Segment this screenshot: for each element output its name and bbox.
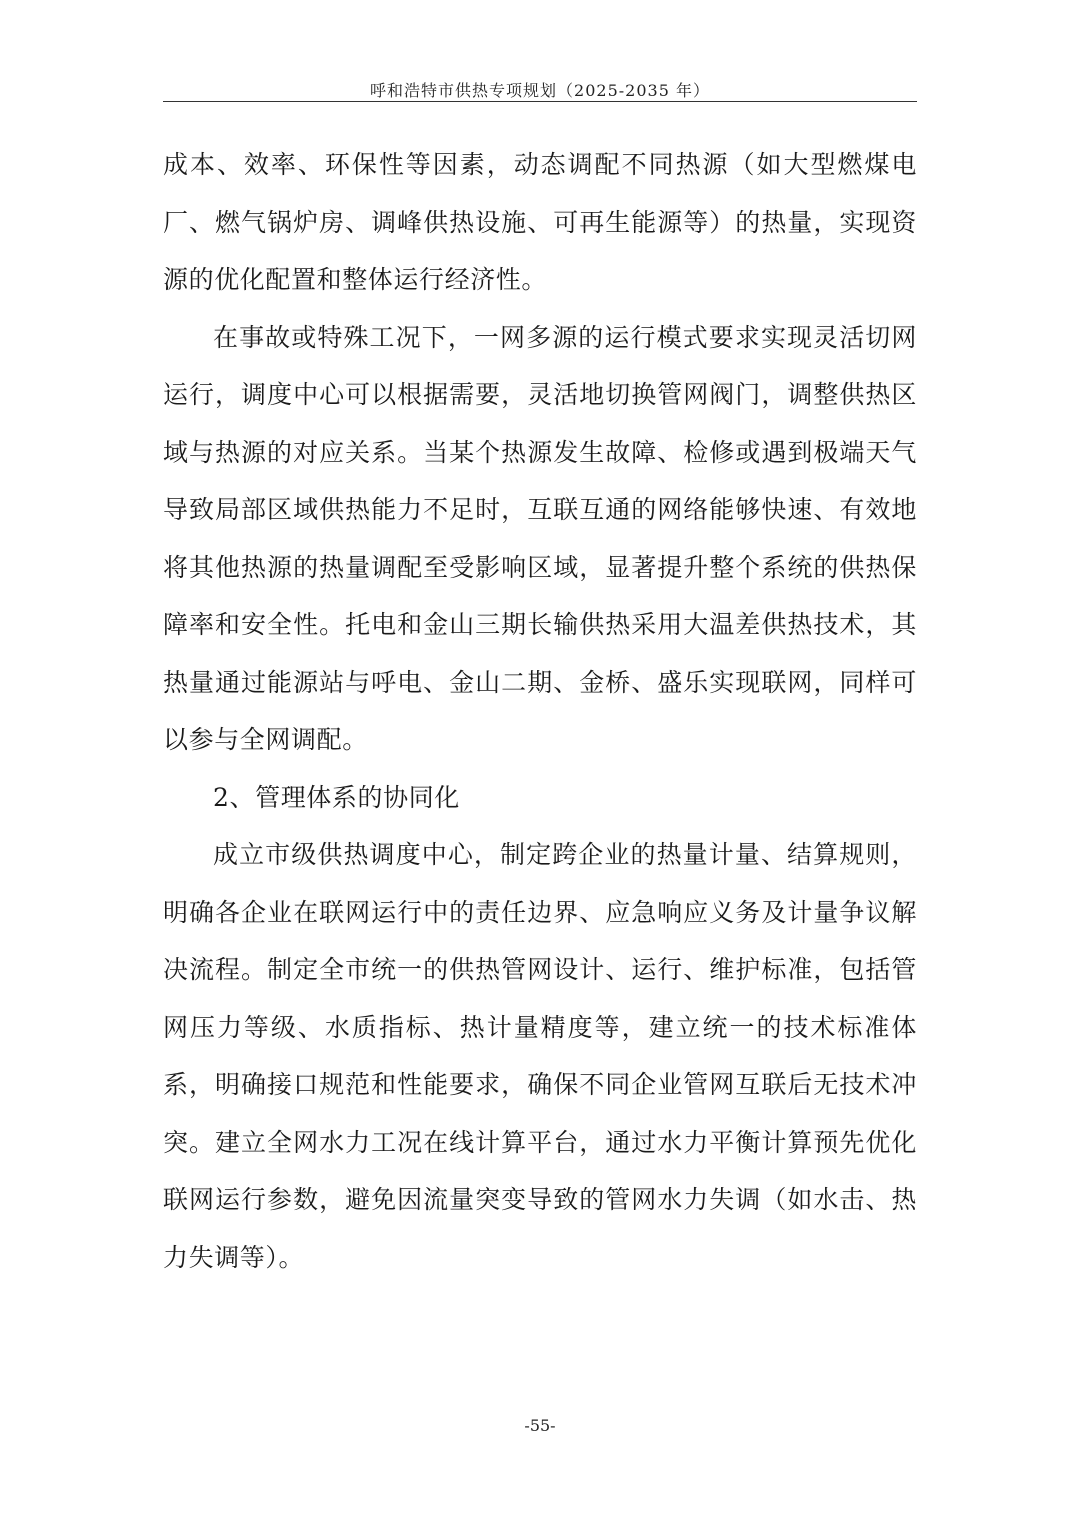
- paragraph-management-system: 成立市级供热调度中心，制定跨企业的热量计量、结算规则，明确各企业在联网运行中的责任边界、应急响应义务及计量争议解决流程。制定全市统一的供热管网设计、运行、维护标准，包括管网压力等级、水质指标、热计量精度等，建立统一的技术标准体系，明确接口规范和性能要求，确保不同企业管网互联后无技术冲突。建立全网水力工况在线计算平台，通过水力平衡计算预先优化联网运行参数，避免因流量突变导致的管网水力失调（如水击、热力失调等）。: [163, 840, 917, 1272]
- paragraph-continued: 成本、效率、环保性等因素，动态调配不同热源（如大型燃煤电厂、燃气锅炉房、调峰供热设施、可再生能源等）的热量，实现资源的优化配置和整体运行经济性。: [163, 150, 917, 294]
- section-heading: 2、管理体系的协同化: [213, 782, 460, 812]
- paragraph-multi-source-operation: 在事故或特殊工况下，一网多源的运行模式要求实现灵活切网运行，调度中心可以根据需要，灵活地切换管网阀门，调整供热区域与热源的对应关系。当某个热源发生故障、检修或遇到极端天气导致局部区域供热能力不足时，互联互通的网络能够快速、有效地将其他热源的热量调配至受影响区域，显著提升整个系统的供热保障率和安全性。托电和金山三期长输供热采用大温差供热技术，其热量通过能源站与呼电、金山二期、金桥、盛乐实现联网，同样可以参与全网调配。: [163, 322, 917, 754]
- running-header-title: 呼和浩特市供热专项规划（2025-2035 年）: [370, 81, 710, 100]
- page-number: -55-: [524, 1416, 556, 1435]
- header-divider: [163, 101, 917, 102]
- document-body: [163, 136, 917, 1286]
